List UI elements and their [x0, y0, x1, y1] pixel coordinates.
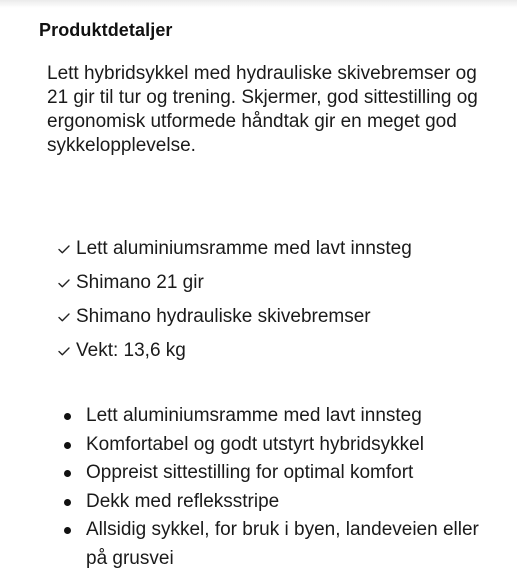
checkmark-icon: [57, 344, 71, 358]
feature-label: Shimano hydrauliske skivebremser: [76, 306, 371, 327]
feature-item: [57, 334, 412, 368]
checkmark-icon: [57, 276, 71, 290]
bullet-icon: [64, 527, 71, 534]
feature-item: [57, 232, 412, 266]
bullet-icon: [64, 442, 71, 449]
feature-item: [57, 266, 412, 300]
highlights-list: [60, 402, 500, 573]
bullet-icon: [64, 499, 71, 506]
feature-item: [57, 300, 412, 334]
highlight-text: Oppreist sittestilling for optimal komfort: [86, 462, 414, 483]
feature-label: Shimano 21 gir: [76, 272, 204, 293]
highlight-item: [60, 431, 500, 460]
header-shadow: [0, 0, 517, 8]
highlight-item: [60, 516, 500, 573]
highlight-item: [60, 459, 500, 488]
checkmark-icon: [57, 310, 71, 324]
product-description: Lett hybridsykkel med hydrauliske skivebremser og 21 gir til tur og trening. Skjermer, god sittestilling og ergonomisk utformede håndtak gir en meget god sykkelopplevelse.: [47, 63, 478, 156]
section-title: Produktdetaljer: [39, 20, 173, 40]
bullet-icon: [64, 470, 71, 477]
feature-label: Lett aluminiumsramme med lavt innsteg: [76, 238, 412, 259]
highlight-text: Allsidig sykkel, for bruk i byen, landeveien eller på grusvei: [86, 519, 479, 569]
highlight-text: Lett aluminiumsramme med lavt innsteg: [86, 405, 422, 426]
checkmark-icon: [57, 242, 71, 256]
highlight-item: [60, 488, 500, 517]
highlight-text: Komfortabel og godt utstyrt hybridsykkel: [86, 433, 424, 455]
feature-label: Vekt: 13,6 kg: [76, 340, 186, 361]
feature-checklist: [57, 232, 412, 368]
highlight-item: [60, 402, 500, 431]
bullet-icon: [64, 413, 71, 420]
highlight-text: Dekk med refleksstripe: [86, 490, 280, 512]
